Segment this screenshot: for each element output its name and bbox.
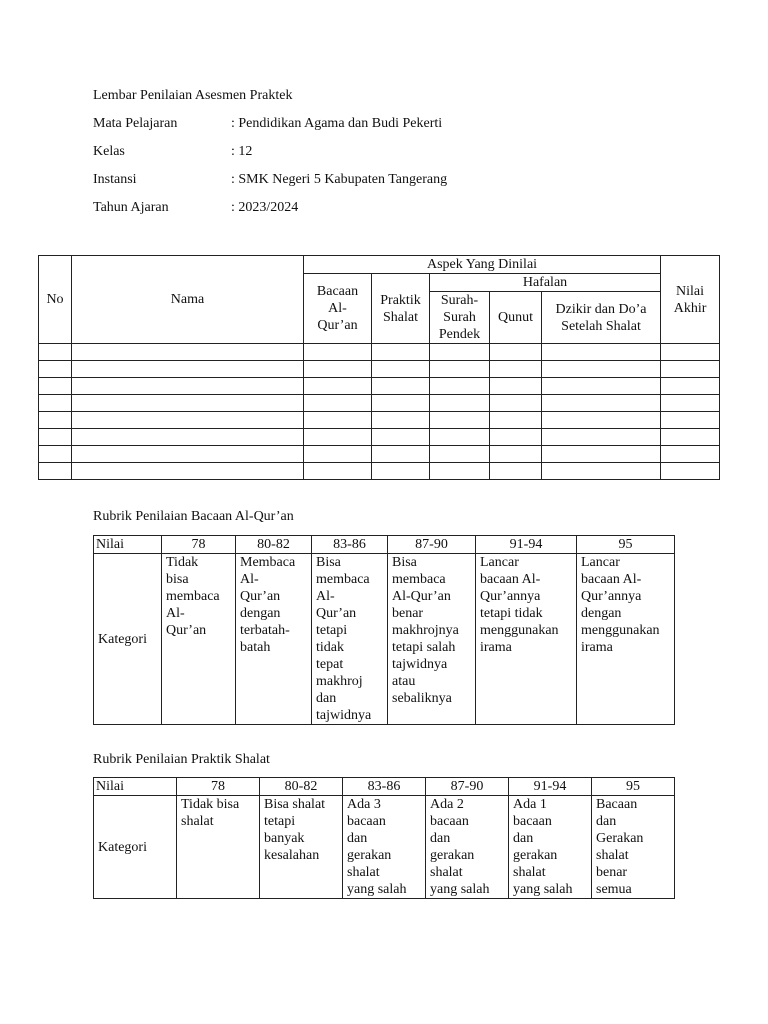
description-cell: Tidak bisa membaca Al- Qur’an <box>162 554 236 725</box>
table-cell <box>542 412 661 429</box>
table-cell <box>542 446 661 463</box>
field-label: Kelas <box>93 144 125 159</box>
table-cell <box>430 361 490 378</box>
table-cell <box>304 378 372 395</box>
kategori-label: Kategori <box>94 554 162 725</box>
nilai-label: Nilai <box>94 536 162 554</box>
table-cell <box>542 361 661 378</box>
range-cell: 83-86 <box>312 536 388 554</box>
column-header-nama: Nama <box>72 256 304 344</box>
table-cell <box>542 395 661 412</box>
description-cell: Lancar bacaan Al- Qur’annya dengan menggunakan irama <box>577 554 675 725</box>
table-cell <box>490 378 542 395</box>
column-header-no: No <box>39 256 72 344</box>
range-cell: 83-86 <box>343 778 426 796</box>
table-row <box>39 412 720 429</box>
table-cell <box>372 395 430 412</box>
kategori-label: Kategori <box>94 796 177 899</box>
document-title: Lembar Penilaian Asesmen Praktek <box>93 88 293 103</box>
rubric-quran-table <box>93 535 675 725</box>
table-cell <box>39 429 72 446</box>
table-cell <box>430 395 490 412</box>
field-label: Tahun Ajaran <box>93 200 169 215</box>
kategori-row <box>94 796 675 899</box>
table-cell <box>490 344 542 361</box>
table-cell <box>72 412 304 429</box>
table-cell <box>430 463 490 480</box>
range-cell: 87-90 <box>388 536 476 554</box>
description-cell: Membaca Al- Qur’an dengan terbatah- batah <box>236 554 312 725</box>
table-row <box>39 446 720 463</box>
field-label: Instansi <box>93 172 137 187</box>
table-cell <box>39 463 72 480</box>
table-cell <box>490 412 542 429</box>
table-cell <box>490 361 542 378</box>
table-cell <box>39 446 72 463</box>
description-cell: Bisa shalat tetapi banyak kesalahan <box>260 796 343 899</box>
field-value: : 2023/2024 <box>231 200 299 215</box>
range-cell: 78 <box>162 536 236 554</box>
range-cell: 80-82 <box>260 778 343 796</box>
table-cell <box>72 446 304 463</box>
range-cell: 95 <box>577 536 675 554</box>
table-cell <box>430 446 490 463</box>
column-header-aspek: Aspek Yang Dinilai <box>304 256 661 274</box>
range-cell: 91-94 <box>476 536 577 554</box>
nilai-row <box>94 778 675 796</box>
column-header-bacaan: Bacaan Al- Qur’an <box>304 274 372 344</box>
column-header-hafalan: Hafalan <box>430 274 661 292</box>
table-cell <box>72 361 304 378</box>
table-cell <box>490 446 542 463</box>
table-cell <box>542 344 661 361</box>
table-cell <box>39 378 72 395</box>
table-cell <box>542 463 661 480</box>
table-cell <box>304 446 372 463</box>
nilai-label: Nilai <box>94 778 177 796</box>
column-header-nilai-akhir: Nilai Akhir <box>661 256 720 344</box>
nilai-row <box>94 536 675 554</box>
assessment-table-body <box>39 344 720 480</box>
table-cell <box>372 463 430 480</box>
table-row <box>39 361 720 378</box>
description-cell: Bisa membaca Al- Qur’an tetapi tidak tepat makhroj dan tajwidnya <box>312 554 388 725</box>
table-cell <box>430 429 490 446</box>
column-header-dzikir: Dzikir dan Do’a Setelah Shalat <box>542 292 661 344</box>
field-value: : SMK Negeri 5 Kabupaten Tangerang <box>231 172 448 187</box>
table-cell <box>542 429 661 446</box>
table-cell <box>661 395 720 412</box>
range-cell: 78 <box>177 778 260 796</box>
table-row <box>39 429 720 446</box>
table-cell <box>490 463 542 480</box>
table-cell <box>372 412 430 429</box>
description-cell: Lancar bacaan Al- Qur’annya tetapi tidak menggunakan irama <box>476 554 577 725</box>
table-cell <box>661 412 720 429</box>
table-cell <box>304 463 372 480</box>
table-cell <box>430 378 490 395</box>
rubric-shalat-table <box>93 777 675 899</box>
table-cell <box>39 361 72 378</box>
field-label: Mata Pelajaran <box>93 116 178 131</box>
rubric-quran-title: Rubrik Penilaian Bacaan Al-Qur’an <box>93 509 294 524</box>
table-row <box>39 463 720 480</box>
table-cell <box>304 412 372 429</box>
table-cell <box>661 361 720 378</box>
range-cell: 87-90 <box>426 778 509 796</box>
description-cell: Ada 2 bacaan dan gerakan shalat yang salah <box>426 796 509 899</box>
table-cell <box>72 344 304 361</box>
table-cell <box>304 429 372 446</box>
table-cell <box>661 446 720 463</box>
range-cell: 95 <box>592 778 675 796</box>
field-value: : Pendidikan Agama dan Budi Pekerti <box>231 116 443 131</box>
table-cell <box>372 429 430 446</box>
table-cell <box>72 463 304 480</box>
table-cell <box>39 412 72 429</box>
column-header-qunut: Qunut <box>490 292 542 344</box>
range-cell: 80-82 <box>236 536 312 554</box>
table-cell <box>39 395 72 412</box>
column-header-praktik: Praktik Shalat <box>372 274 430 344</box>
table-cell <box>542 378 661 395</box>
table-row <box>39 378 720 395</box>
table-cell <box>304 361 372 378</box>
description-cell: Bisa membaca Al-Qur’an benar makhrojnya tetapi salah tajwidnya atau sebaliknya <box>388 554 476 725</box>
description-cell: Tidak bisa shalat <box>177 796 260 899</box>
table-cell <box>304 395 372 412</box>
table-cell <box>661 429 720 446</box>
table-cell <box>661 344 720 361</box>
rubric-shalat-title: Rubrik Penilaian Praktik Shalat <box>93 752 270 767</box>
table-cell <box>372 344 430 361</box>
table-cell <box>372 446 430 463</box>
description-cell: Ada 3 bacaan dan gerakan shalat yang salah <box>343 796 426 899</box>
table-cell <box>39 344 72 361</box>
table-cell <box>72 395 304 412</box>
description-cell: Ada 1 bacaan dan gerakan shalat yang salah <box>509 796 592 899</box>
column-header-surah: Surah- Surah Pendek <box>430 292 490 344</box>
table-cell <box>661 463 720 480</box>
table-cell <box>490 395 542 412</box>
table-cell <box>430 412 490 429</box>
field-value: : 12 <box>231 144 253 159</box>
table-cell <box>72 378 304 395</box>
kategori-row <box>94 554 675 725</box>
table-cell <box>372 361 430 378</box>
table-cell <box>72 429 304 446</box>
table-cell <box>304 344 372 361</box>
range-cell: 91-94 <box>509 778 592 796</box>
table-row <box>39 344 720 361</box>
table-row <box>39 395 720 412</box>
description-cell: Bacaan dan Gerakan shalat benar semua <box>592 796 675 899</box>
table-cell <box>490 429 542 446</box>
table-cell <box>372 378 430 395</box>
table-cell <box>661 378 720 395</box>
table-cell <box>430 344 490 361</box>
assessment-table <box>38 255 720 480</box>
